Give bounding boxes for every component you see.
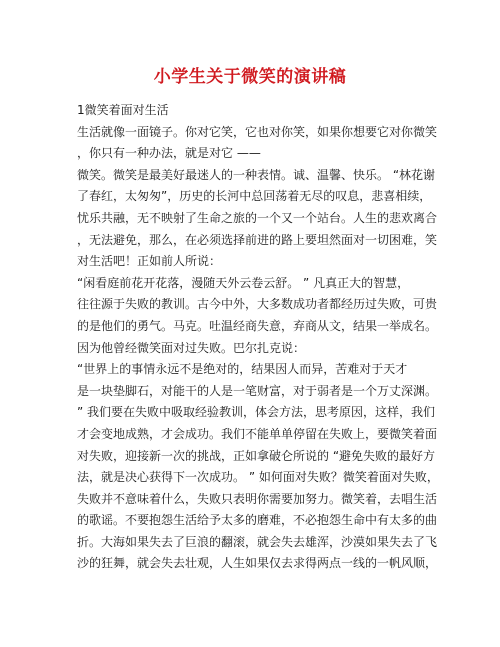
body-line: ” 我们要在失败中吸取经验教训，体会方法，思考原因，这样，我们	[77, 405, 436, 420]
body-line: 对失败，迎接新一次的挑战，正如拿破仑所说的 “避免失败的最好方	[77, 448, 436, 463]
body-line: 才会变地成熟，才会成功。我们不能单单停留在失败上，要微笑着面	[77, 426, 438, 441]
document-title: 小学生关于微笑的演讲稿	[153, 67, 347, 87]
body-line: ，无法避免，那么，在必须选择前进的路上要坦然面对一切困难，笑	[77, 232, 438, 247]
body-line: 对生活吧！正如前人所说：	[77, 254, 222, 269]
document-body	[77, 100, 439, 575]
body-line: 因为他曾经微笑面对过失败。巴尔扎克说：	[77, 340, 306, 355]
body-line: 沙的狂舞，就会失去壮观，人生如果仅去求得两点一线的一帆风顺，	[77, 556, 438, 571]
body-line: 往往源于失败的教训。古今中外，大多数成功者都经历过失败，可贵	[77, 297, 438, 312]
body-line: “闲看庭前花开花落，漫随天外云卷云舒。 ” 凡真正大的智慧，	[77, 275, 410, 290]
body-line: 失败并不意味着什么，失败只表明你需要加努力。微笑着，去唱生活	[77, 491, 438, 506]
body-line: 是一块垫脚石，对能干的人是一笔财富，对于弱者是一个万丈深渊。	[77, 383, 438, 398]
body-line: 忧乐共融，无不映射了生命之旅的一个又一个站台。人生的悲欢离合	[77, 210, 438, 225]
body-line: “世界上的事情永远不是绝对的，结果因人而异，苦难对于天才	[77, 362, 408, 377]
body-line: 折。大海如果失去了巨浪的翻滚，就会失去雄浑，沙漠如果失去了飞	[77, 534, 438, 549]
body-line: 微笑。微笑是最美好最迷人的一种表情。诚、温馨、快乐。 “林花谢	[77, 167, 436, 182]
body-line: ，你只有一种办法，就是对它 ——	[77, 146, 261, 161]
body-line: 的歌谣。不要抱怨生活给予太多的磨难，不必抱怨生命中有太多的曲	[77, 513, 438, 528]
body-line: 生活就像一面镜子。你对它笑，它也对你笑，如果你想要它对你微笑	[77, 124, 438, 139]
body-line: 1微笑着面对生活	[77, 103, 169, 117]
body-line: 了春红，太匆匆”，历史的长河中总回荡着无尽的叹息，悲喜相续，	[77, 189, 432, 204]
body-line: 法，就是决心获得下一次成功。 ” 如何面对失败？微笑着面对失败，	[77, 470, 439, 485]
body-line: 的是他们的勇气。马克。吐温经商失意，弃商从文，结果一举成名。	[77, 318, 438, 333]
